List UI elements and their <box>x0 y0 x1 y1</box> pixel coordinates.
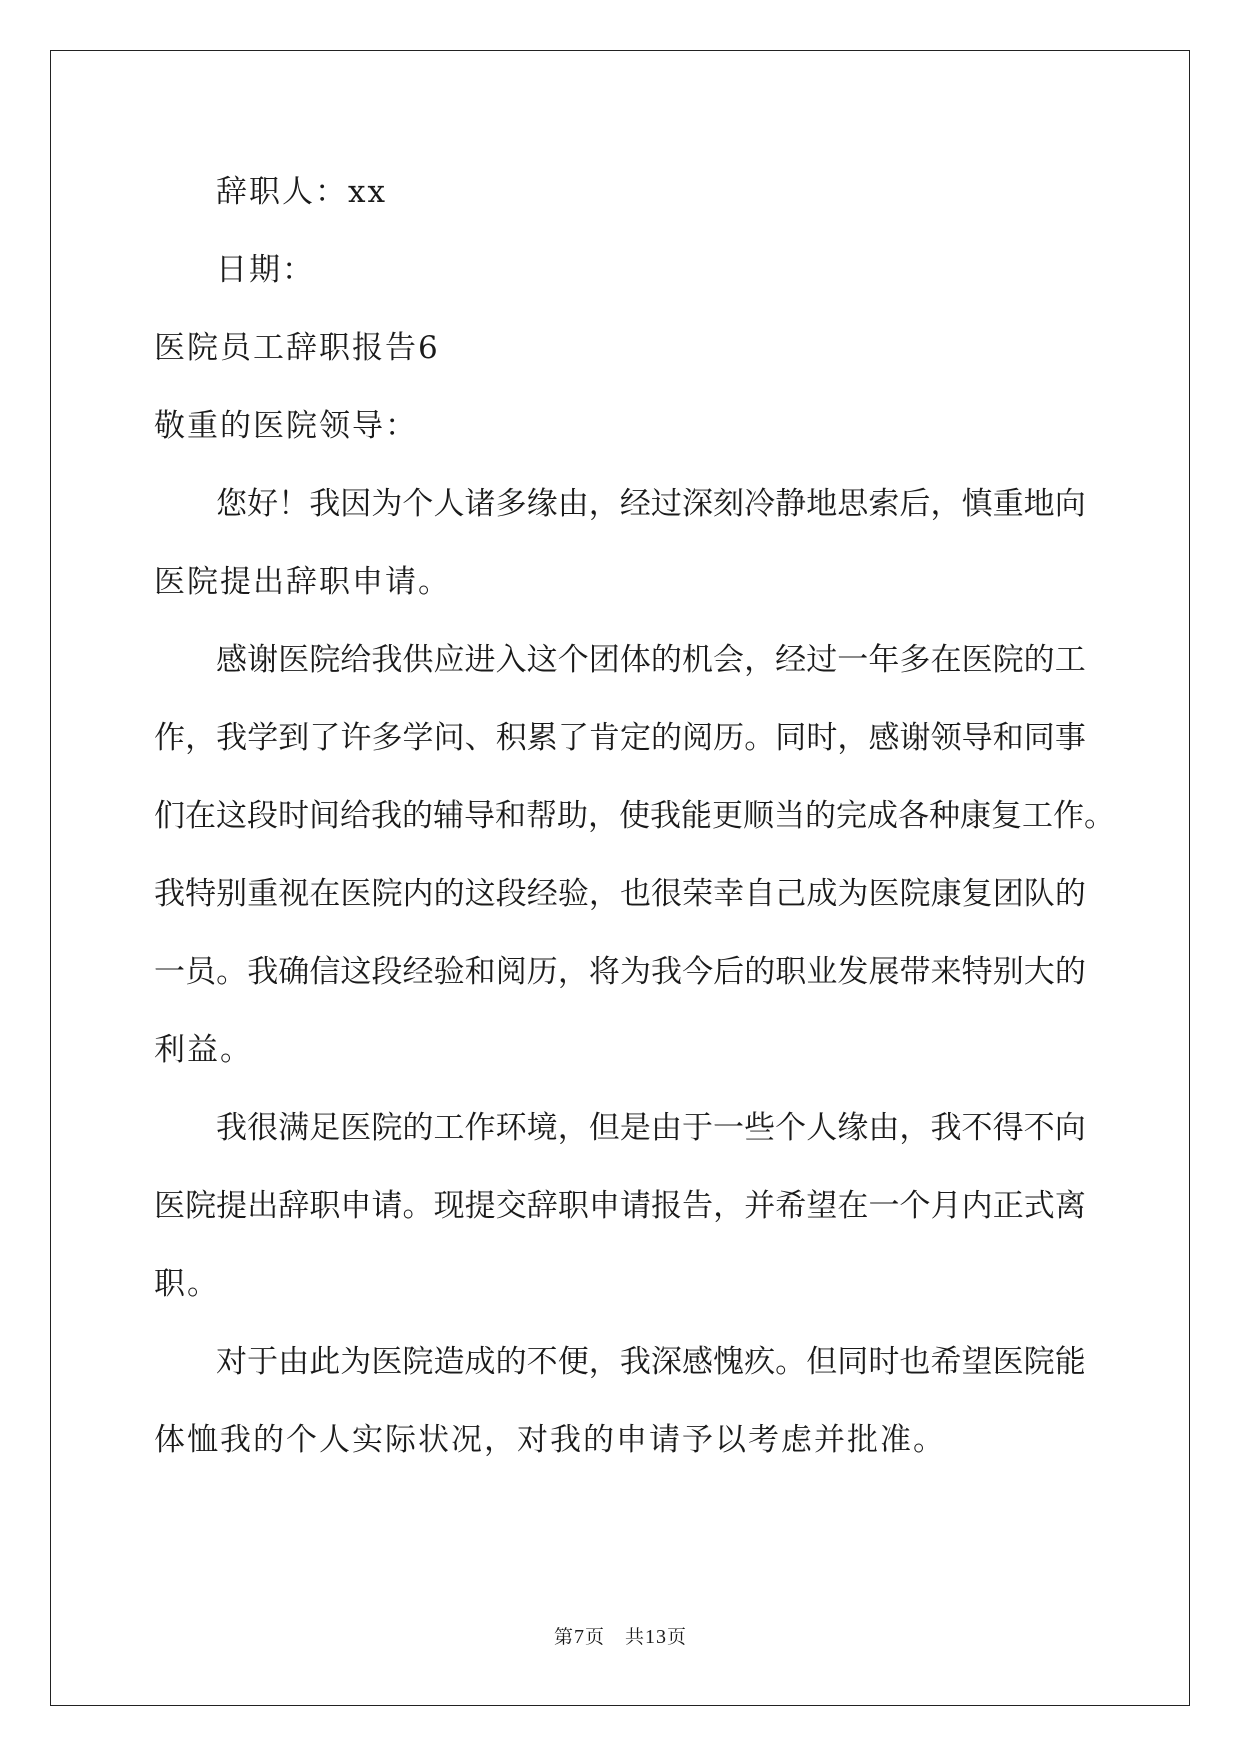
paragraph-line: 我 特 别 重 视 在 医 院 内 的 这 段 经 验 ， 也 很 荣 幸 自 己 成 为 医 院 康 复 团 队 的 <box>154 876 1086 912</box>
current-page-number: 7 <box>573 1626 585 1648</box>
paragraph-line: 作 ， 我 学 到 了 许 多 学 问 、 积 累 了 肯 定 的 阅 历 。 同 时 ， 感 谢 领 导 和 同 事 <box>154 720 1086 756</box>
document-title: 医院员工辞职报告6 <box>154 330 440 366</box>
paragraph-line: 一 员 。 我 确 信 这 段 经 验 和 阅 历 ， 将 为 我 今 后 的 职 业 发 展 带 来 特 别 大 的 <box>154 954 1086 990</box>
paragraph-line: 利益。 <box>154 1032 253 1068</box>
page-number-footer <box>0 1625 1241 1649</box>
paragraph-line: 医 院 提 出 辞 职 申 请 。 现 提 交 辞 职 申 请 报 告 ， 并 希 望 在 一 个 月 内 正 式 离 <box>154 1188 1086 1224</box>
paragraph-line: 您 好 ！ 我 因 为 个 人 诸 多 缘 由 ， 经 过 深 刻 冷 静 地 思 索 后 ， 慎 重 地 向 <box>216 486 1086 522</box>
paragraph-line: 们 在 这 段 时 间 给 我 的 辅 导 和 帮 助 ， 使 我 能 更 顺 当 的 完 成 各 种 康 复 工 作 。 <box>154 798 1115 834</box>
paragraph-line: 体恤我的个人实际状况，对我的申请予以考虑并批准。 <box>154 1422 946 1458</box>
footer-middle: 页 共 <box>584 1626 645 1648</box>
footer-prefix: 第 <box>553 1626 574 1648</box>
paragraph-line: 感 谢 医 院 给 我 供 应 进 入 这 个 团 体 的 机 会 ， 经 过 一 年 多 在 医 院 的 工 <box>216 642 1086 678</box>
paragraph-line: 医院提出辞职申请。 <box>154 564 451 600</box>
footer-suffix: 页 <box>667 1626 688 1648</box>
paragraph-line: 职。 <box>154 1266 220 1302</box>
date-line: 日期： <box>216 252 315 288</box>
resigner-line: 辞职人：xx <box>216 174 387 210</box>
paragraph-line: 我 很 满 足 医 院 的 工 作 环 境 ， 但 是 由 于 一 些 个 人 缘 由 ， 我 不 得 不 向 <box>216 1110 1086 1146</box>
total-page-number: 13 <box>645 1626 667 1648</box>
paragraph-line: 对 于 由 此 为 医 院 造 成 的 不 便 ， 我 深 感 愧 疚 。 但 同 时 也 希 望 医 院 能 <box>216 1344 1086 1380</box>
salutation: 敬重的医院领导： <box>154 408 418 444</box>
